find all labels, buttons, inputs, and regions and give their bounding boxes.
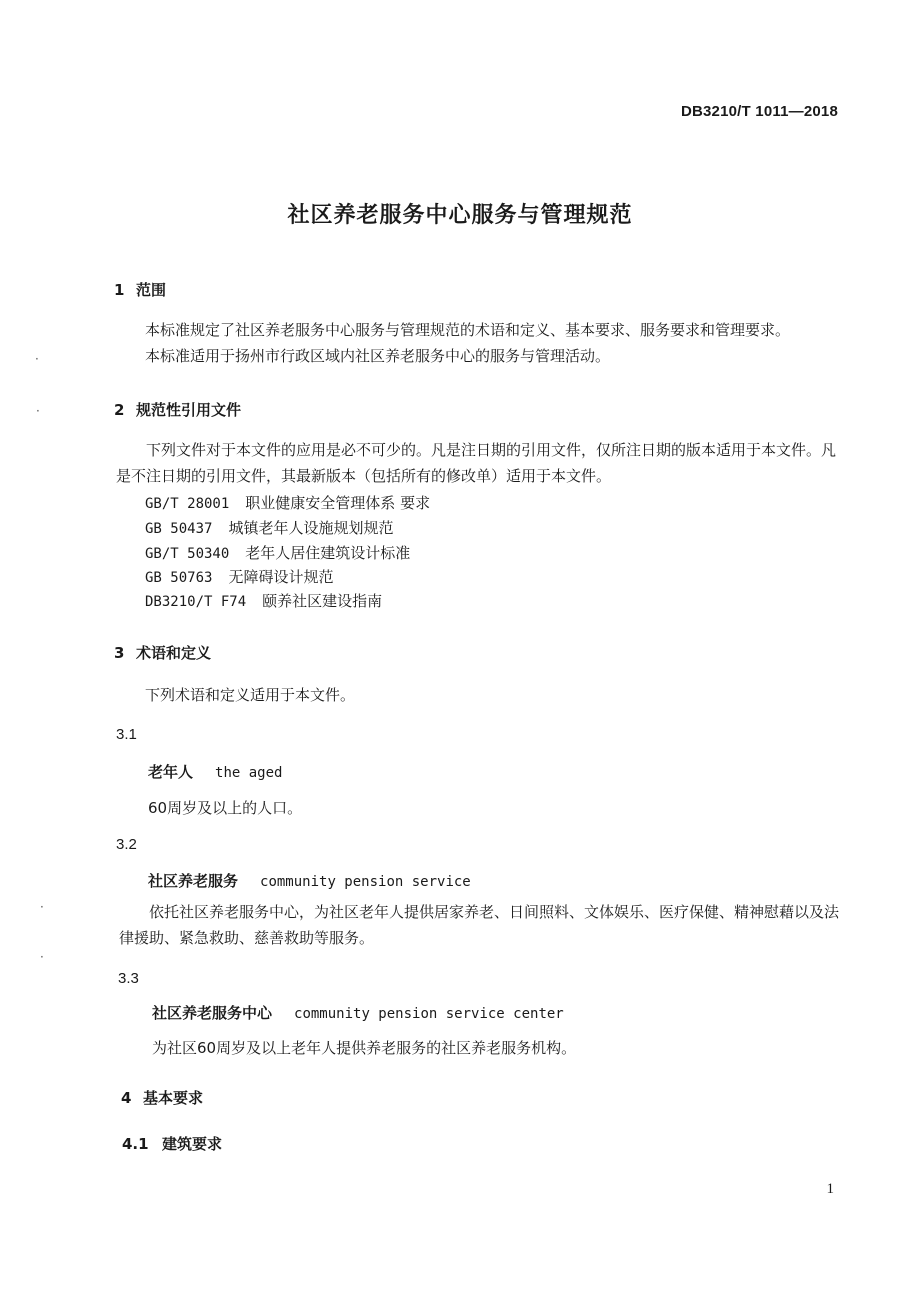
subsection-title: 建筑要求 bbox=[162, 1135, 223, 1153]
term-entry bbox=[148, 761, 282, 782]
term-chinese: 老年人 bbox=[148, 763, 194, 781]
page-number: 1 bbox=[826, 1181, 834, 1197]
subsection-number: 3.3 bbox=[118, 970, 139, 987]
section-1-paragraph-1: 本标准规定了社区养老服务中心服务与管理规范的术语和定义、基本要求、服务要求和管理要求。 bbox=[145, 321, 791, 339]
section-number: 4 bbox=[121, 1089, 132, 1107]
term-english: community pension service center bbox=[294, 1006, 564, 1022]
scan-artifact: · bbox=[40, 950, 44, 964]
term-chinese: 社区养老服务 bbox=[148, 872, 239, 890]
reference-item bbox=[145, 542, 410, 563]
subsection-number: 3.2 bbox=[116, 836, 137, 853]
reference-item bbox=[145, 517, 393, 538]
section-2-heading bbox=[114, 399, 241, 420]
section-2-intro: 下列文件对于本文件的应用是必不可少的。凡是注日期的引用文件，仅所注日期的版本适用于本文件。凡是不注日期的引用文件，其最新版本（包括所有的修改单）适用于本文件。 bbox=[116, 441, 837, 485]
term-definition: 为社区60周岁及以上老年人提供养老服务的社区养老服务机构。 bbox=[152, 1039, 577, 1057]
page-title: 社区养老服务中心服务与管理规范 bbox=[287, 203, 633, 228]
reference-name: 老年人居住建筑设计标准 bbox=[245, 544, 411, 562]
section-1-heading bbox=[114, 279, 166, 300]
reference-item bbox=[145, 492, 430, 513]
section-title: 范围 bbox=[136, 281, 167, 299]
term-definition: 依托社区养老服务中心，为社区老年人提供居家养老、日间照料、文体娱乐、医疗保健、精神慰藉以及法律援助、紧急救助、慈善救助等服务。 bbox=[119, 903, 840, 947]
subsection-4-1-heading bbox=[122, 1133, 222, 1154]
term-chinese: 社区养老服务中心 bbox=[152, 1004, 273, 1022]
reference-name: 颐养社区建设指南 bbox=[262, 592, 383, 610]
section-number: 2 bbox=[114, 401, 125, 419]
reference-code: GB/T 50340 bbox=[145, 546, 230, 562]
section-3-intro: 下列术语和定义适用于本文件。 bbox=[145, 686, 356, 704]
term-entry bbox=[152, 1002, 564, 1023]
reference-code: GB 50437 bbox=[145, 521, 213, 537]
scan-artifact: · bbox=[40, 900, 44, 914]
section-3-heading bbox=[114, 642, 211, 663]
reference-code: DB3210/T F74 bbox=[145, 594, 247, 610]
term-english: the aged bbox=[215, 765, 283, 781]
section-title: 术语和定义 bbox=[136, 644, 212, 662]
section-number: 1 bbox=[114, 281, 125, 299]
scan-artifact: · bbox=[35, 352, 39, 366]
section-4-heading bbox=[121, 1087, 203, 1108]
reference-name: 职业健康安全管理体系 要求 bbox=[245, 494, 431, 512]
reference-code: GB/T 28001 bbox=[145, 496, 230, 512]
subsection-number: 3.1 bbox=[116, 726, 137, 743]
section-1-paragraph-2: 本标准适用于扬州市行政区域内社区养老服务中心的服务与管理活动。 bbox=[145, 347, 611, 365]
section-title: 基本要求 bbox=[143, 1089, 204, 1107]
section-number: 3 bbox=[114, 644, 125, 662]
term-definition: 60周岁及以上的人口。 bbox=[148, 799, 303, 817]
reference-code: GB 50763 bbox=[145, 570, 213, 586]
scan-artifact: · bbox=[36, 404, 40, 418]
document-code: DB3210/T 1011—2018 bbox=[680, 103, 838, 120]
term-entry bbox=[148, 870, 471, 891]
section-title: 规范性引用文件 bbox=[136, 401, 242, 419]
reference-name: 城镇老年人设施规划规范 bbox=[228, 519, 394, 537]
subsection-number: 4.1 bbox=[122, 1135, 149, 1153]
reference-item bbox=[145, 566, 333, 587]
term-english: community pension service bbox=[260, 874, 471, 890]
reference-name: 无障碍设计规范 bbox=[228, 568, 334, 586]
reference-item bbox=[145, 590, 382, 611]
